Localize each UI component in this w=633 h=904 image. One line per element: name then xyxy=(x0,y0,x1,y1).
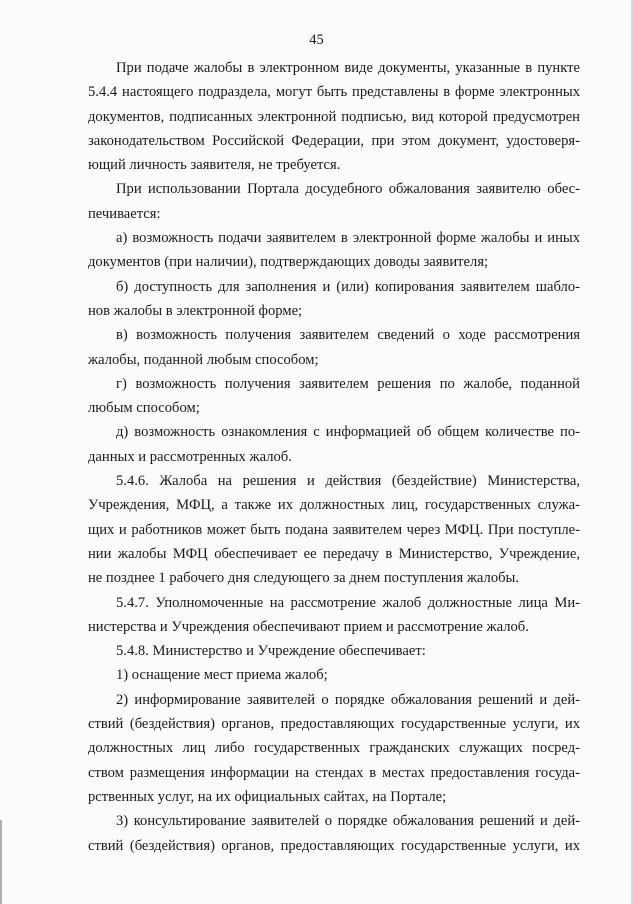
text-line: б) доступность для заполнения и (или) копирования заявителем шабло- xyxy=(116,278,580,295)
text-line: 5.4.8. Министерство и Учреждение обеспечивает: xyxy=(116,643,426,660)
text-line: рственных услуг, на их официальных сайтах, на Портале; xyxy=(88,788,447,805)
text-line: должностных лиц либо государственных гражданских служащих посред- xyxy=(88,740,580,757)
text-line: нии жалобы МФЦ обеспечивает ее передачу в Министерство, Учреждение, xyxy=(88,545,580,562)
text-line: 1) оснащение мест приема жалоб; xyxy=(116,667,328,684)
text-line: а) возможность подачи заявителем в электронной форме жалобы и иных xyxy=(116,230,580,247)
text-line: нистерства и Учреждения обеспечивают прием и рассмотрение жалоб. xyxy=(88,618,529,635)
text-line: документов, подписанных электронной подписью, вид которой предусмотрен xyxy=(88,108,580,125)
text-line: 5.4.4 настоящего подраздела, могут быть представлены в форме электронных xyxy=(88,84,580,101)
document-body xyxy=(88,56,580,858)
text-line: 5.4.7. Уполномоченные на рассмотрение жалоб должностные лица Ми- xyxy=(116,594,580,611)
text-line: законодательством Российской Федерации, при этом документ, удостоверя- xyxy=(88,132,580,149)
text-line: Учреждения, МФЦ, а также их должностных лиц, государственных служа- xyxy=(88,497,580,514)
text-line: ющий личность заявителя, не требуется. xyxy=(88,157,341,174)
text-line: ством размещения информации на стендах в местах предоставления госуда- xyxy=(88,764,580,781)
text-line: не позднее 1 рабочего дня следующего за днем поступления жалобы. xyxy=(88,570,519,587)
text-line: щих и работников может быть подана заявителем через МФЦ. При поступле- xyxy=(88,521,580,538)
text-line: документов (при наличии), подтверждающих доводы заявителя; xyxy=(88,254,489,271)
text-line: ствий (бездействия) органов, предоставляющих государственные услуги, их xyxy=(88,837,580,854)
text-line: 5.4.6. Жалоба на решения и действия (бездействие) Министерства, xyxy=(116,473,580,490)
text-line: любым способом; xyxy=(88,400,200,417)
text-line: печивается: xyxy=(88,205,161,222)
text-line: нов жалобы в электронной форме; xyxy=(88,302,303,319)
text-line: г) возможность получения заявителем решения по жалобе, поданной xyxy=(116,375,580,392)
text-line: ствий (бездействия) органов, предоставляющих государственные услуги, их xyxy=(88,716,580,733)
text-line: При подаче жалобы в электронном виде документы, указанные в пункте xyxy=(116,60,580,76)
page-number: 45 xyxy=(309,32,324,48)
text-line: жалобы, поданной любым способом; xyxy=(88,351,319,368)
text-line: д) возможность ознакомления с информацией об общем количестве по- xyxy=(116,424,580,441)
text-line: При использовании Портала досудебного обжалования заявителю обес- xyxy=(116,181,580,198)
text-line: данных и рассмотренных жалоб. xyxy=(88,448,292,465)
scan-edge-left xyxy=(0,820,2,904)
text-line: 3) консультирование заявителей о порядке обжалования решений и дей- xyxy=(116,813,580,830)
text-line: в) возможность получения заявителем сведений о ходе рассмотрения xyxy=(116,327,580,344)
text-line: 2) информирование заявителей о порядке обжалования решений и дей- xyxy=(116,691,580,708)
